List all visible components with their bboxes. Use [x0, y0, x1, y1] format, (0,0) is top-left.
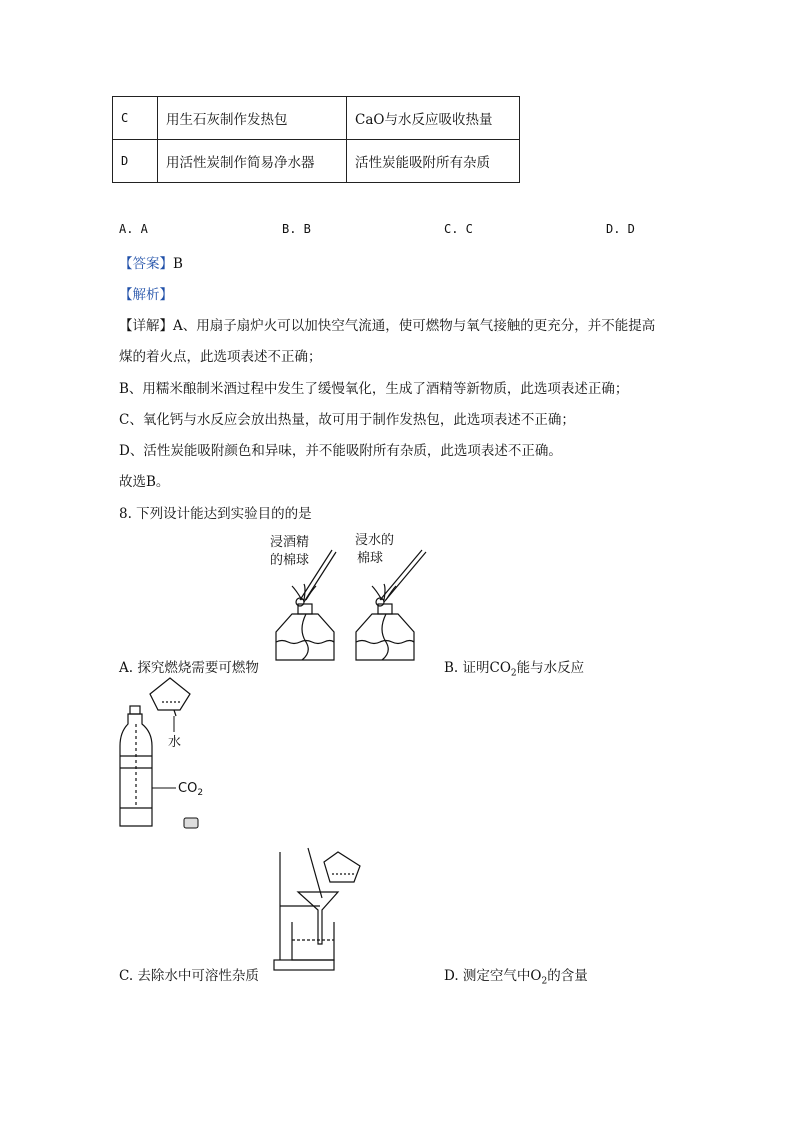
plastic-bottle [120, 706, 152, 826]
label-co2: $CO_2$ [178, 781, 204, 798]
choice-b: B. B [282, 222, 311, 236]
label-water: 水 [168, 735, 182, 750]
row-practice: 用生石灰制作发热包 [158, 97, 347, 140]
bottle-cap [184, 818, 198, 828]
beaker-pouring [150, 678, 190, 716]
receiving-beaker [292, 922, 334, 960]
table-row [113, 140, 520, 183]
detail-b: B、用糯米酿制米酒过程中发生了缓慢氧化，生成了酒精等新物质，此选项表述正确； [119, 381, 629, 397]
label-water-cotton-1: 浸水的 [355, 533, 395, 548]
funnel [298, 892, 338, 944]
options-table [112, 96, 520, 183]
figure-a-alcohol-lamps [262, 528, 442, 673]
row-reason: 活性炭能吸附所有杂质 [347, 140, 520, 183]
detail-d: D、活性炭能吸附颜色和异味，并不能吸附所有杂质，此选项表述不正确。 [119, 443, 562, 459]
detail-line-1: 【详解】A、用扇子扇炉火可以加快空气流通，使可燃物与氧气接触的更充分，并不能提高 [119, 318, 656, 334]
detail-conclusion: 故选B。 [119, 474, 170, 490]
label-alcohol-cotton-1: 浸酒精 [270, 535, 310, 550]
left-alcohol-lamp [276, 584, 334, 660]
row-practice: 用活性炭制作简易净水器 [158, 140, 347, 183]
choice-d: D. D [606, 222, 635, 236]
row-reason: CaO与水反应吸收热量 [347, 97, 520, 140]
right-tongs [376, 550, 426, 606]
figure-b-co2-bottle [118, 676, 228, 836]
detail-tag: 【详解】 [119, 318, 173, 334]
answer-tag: 【答案】 [119, 256, 173, 272]
option-a: A. 探究燃烧需要可燃物 [119, 660, 259, 676]
right-alcohol-lamp [356, 584, 414, 660]
option-b: B. 证明$CO_2$能与水反应 [444, 660, 585, 679]
glass-rod-and-beaker [308, 848, 360, 898]
figure-c-filtration [270, 848, 370, 976]
iron-stand [274, 852, 334, 970]
detail-line-2: 煤的着火点，此选项表述不正确； [119, 349, 322, 365]
table-row [113, 97, 520, 140]
answer-line [119, 252, 183, 272]
choice-c: C. C [444, 222, 473, 236]
option-c: C. 去除水中可溶性杂质 [119, 968, 259, 984]
question-8-stem: 8. 下列设计能达到实验目的的是 [119, 506, 312, 522]
row-letter: D [113, 140, 158, 183]
detail-c: C、氧化钙与水反应会放出热量，故可用于制作发热包，此选项表述不正确； [119, 412, 575, 428]
analysis-tag: 【解析】 [119, 287, 173, 303]
row-letter: C [113, 97, 158, 140]
option-d: D. 测定空气中$O_2$的含量 [444, 968, 588, 987]
label-water-cotton-2: 棉球 [357, 551, 384, 566]
choice-a: A. A [119, 222, 148, 236]
answer-value: B [173, 256, 183, 272]
label-alcohol-cotton-2: 的棉球 [270, 553, 310, 568]
